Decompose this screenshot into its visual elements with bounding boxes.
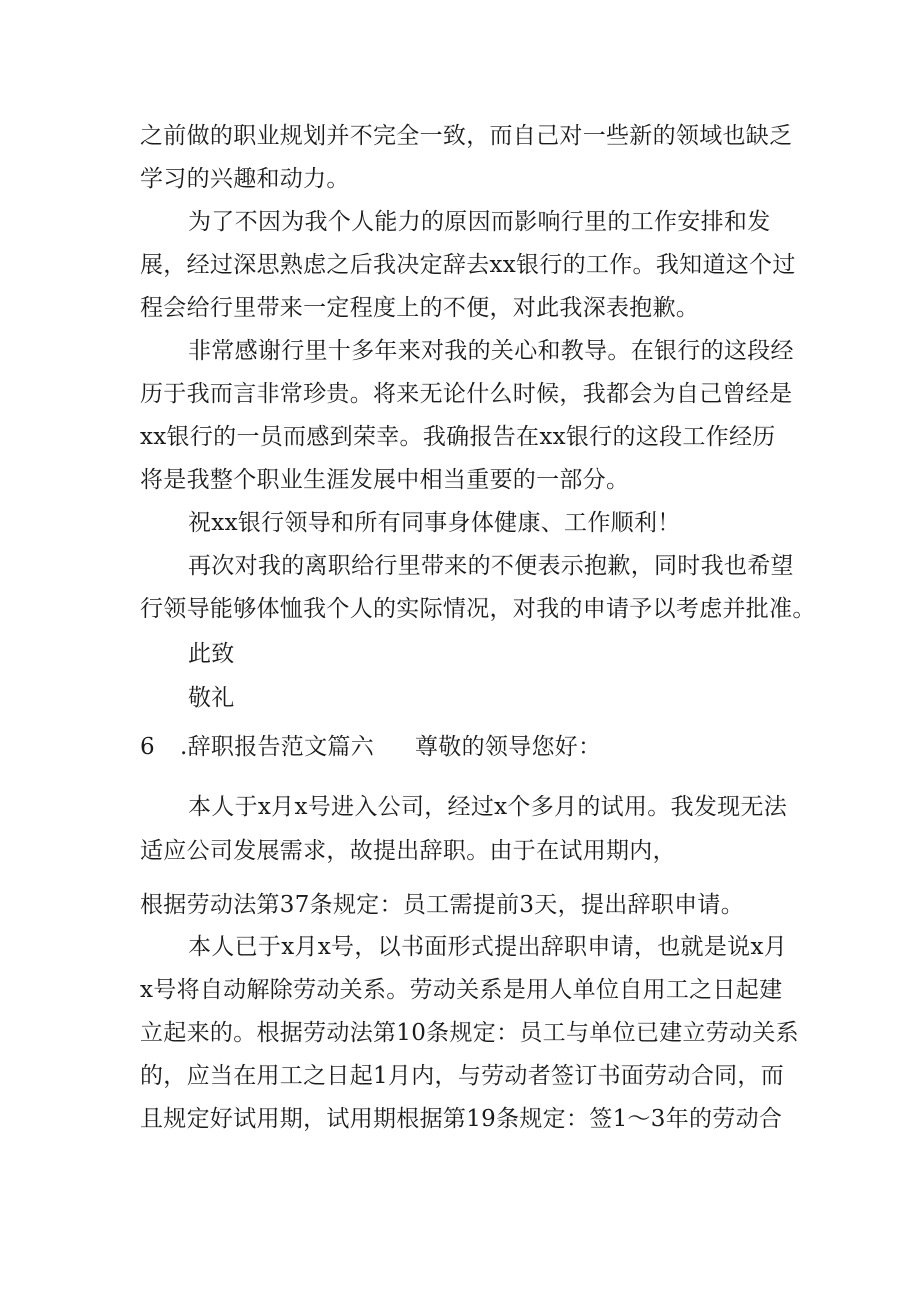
paragraph-8-line-4: 的，应当在用工之日起1月内，与劳动者签订书面劳动合同，而 bbox=[140, 1063, 785, 1089]
paragraph-3-line-1: 非常感谢行里十多年来对我的关心和教导。在银行的这段经 bbox=[188, 338, 794, 364]
paragraph-4-line-1: 祝xx银行领导和所有同事身体健康、工作顺利！ bbox=[188, 510, 681, 536]
paragraph-8-line-1: 本人已于x月x号，以书面形式提出辞职申请，也就是说x月 bbox=[188, 934, 788, 960]
paragraph-2-line-2: 展，经过深思熟虑之后我决定辞去xx银行的工作。我知道这个过 bbox=[140, 252, 796, 278]
paragraph-8-line-3: 立起来的。根据劳动法第10条规定：员工与单位已建立劳动关系 bbox=[140, 1020, 799, 1046]
section-greeting: 尊敬的领导您好： bbox=[415, 734, 602, 760]
paragraph-8-line-2: x号将自动解除劳动关系。劳动关系是用人单位自用工之日起建 bbox=[140, 977, 783, 1003]
paragraph-2-line-1: 为了不因为我个人能力的原因而影响行里的工作安排和发 bbox=[188, 209, 771, 235]
paragraph-5-line-2: 行领导能够体恤我个人的实际情况，对我的申请予以考虑并批准。 bbox=[140, 596, 816, 622]
closing-regards: 敬礼 bbox=[188, 685, 235, 711]
paragraph-2-line-3: 程会给行里带来一定程度上的不便，对此我深表抱歉。 bbox=[140, 295, 700, 321]
paragraph-3-line-2: 历于我而言非常珍贵。将来无论什么时候，我都会为自己曾经是 bbox=[140, 381, 793, 407]
paragraph-1-line-1: 之前做的职业规划并不完全一致，而自己对一些新的领域也缺乏 bbox=[140, 123, 793, 149]
paragraph-3-line-3: xx银行的一员而感到荣幸。我确报告在xx银行的这段工作经历 bbox=[140, 424, 776, 450]
section-title: .辞职报告范文篇六 bbox=[180, 734, 375, 760]
paragraph-6-line-1: 本人于x月x号进入公司，经过x个多月的试用。我发现无法 bbox=[188, 794, 788, 820]
paragraph-8-line-5: 且规定好试用期，试用期根据第19条规定：签1～3年的劳动合 bbox=[140, 1106, 783, 1132]
section-number: 6 bbox=[140, 734, 155, 760]
paragraph-7-line-1: 根据劳动法第37条规定：员工需提前3天，提出辞职申请。 bbox=[140, 892, 744, 918]
paragraph-1-line-2: 学习的兴趣和动力。 bbox=[140, 166, 350, 192]
paragraph-5-line-1: 再次对我的离职给行里带来的不便表示抱歉，同时我也希望 bbox=[188, 553, 794, 579]
closing-salutation: 此致 bbox=[188, 641, 235, 667]
paragraph-6-line-2: 适应公司发展需求，故提出辞职。由于在试用期内， bbox=[140, 838, 676, 864]
paragraph-3-line-4: 将是我整个职业生涯发展中相当重要的一部分。 bbox=[140, 467, 630, 493]
